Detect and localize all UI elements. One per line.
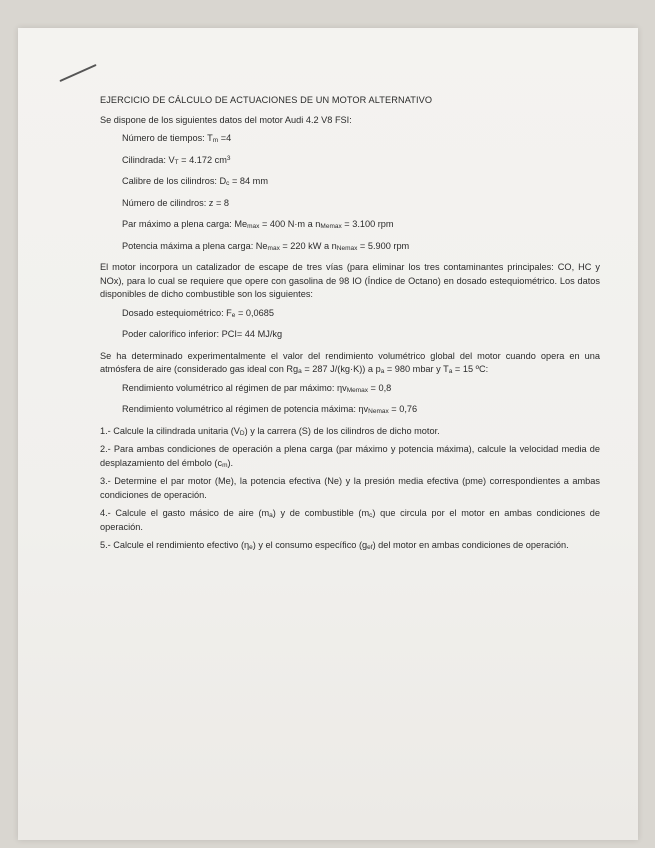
engine-data-potencia: Potencia máxima a plena carga: $Ne_{max} = 220$ kW a $n_{Nemax} = 5.900$ rpm — [122, 240, 410, 252]
engine-data-calibre: Calibre de los cilindros: $D_c = 84$ mm — [122, 176, 268, 187]
question-4: 4.- Calcule el gasto másico de aire $(m_a)$ y de combustible $(m_c)$ que circula por el motor en ambas condiciones de operación. — [100, 508, 600, 532]
rendimiento-par: Rendimiento volumétrico al régimen de par máximo: $\eta v_{Memax} = 0,8$ — [122, 382, 392, 394]
question-3: 3.- Determine el par motor (Me), la potencia efectiva (Ne) y la presión media efectiva (pme) correspondientes a ambas condiciones de operación. — [100, 476, 600, 500]
volumetric-paragraph: Se ha determinado experimentalmente el valor del rendimiento volumétrico global del motor cuando opera en una atmósfera de aire (considerado gas ideal con $Rg_a = 287$ J/(kg·K)) a $p_a = 980$ mbar y $T_a = 15$ ºC: — [100, 350, 600, 375]
intro-text: Se dispone de los siguientes datos del motor Audi 4.2 V8 FSI: — [100, 114, 352, 125]
pencil-mark — [59, 64, 96, 82]
rendimiento-potencia: Rendimiento volumétrico al régimen de potencia máxima: $\eta v_{Nemax} = 0,76$ — [122, 404, 418, 415]
document-page — [18, 28, 638, 840]
engine-data-par: Par máximo a plena carga: $Me_{max} = 400$ N·m a $n_{Memax} = 3.100$ rpm — [122, 219, 394, 230]
engine-data-cilindrada: Cilindrada: $V_T = 4.172$ $cm^3$ — [122, 154, 231, 166]
page-title: EJERCICIO DE CÁLCULO DE ACTUACIONES DE UN MOTOR ALTERNATIVO — [100, 95, 433, 105]
fuel-pci: Poder calorífico inferior: PCI= 44 MJ/kg — [122, 329, 283, 339]
engine-data-cilindros: Número de cilindros: z = 8 — [122, 197, 229, 208]
question-5: 5.- Calcule el rendimiento efectivo $(\eta_e)$ y el consumo específico $(g_{ef})$ del motor en ambas condiciones de operación. — [100, 540, 569, 551]
fuel-dosado: Dosado estequiométrico: $F_e = 0,0685$ — [122, 307, 274, 319]
question-2: 2.- Para ambas condiciones de operación a plena carga (par máximo y potencia máxima), calcule la velocidad media de desplazamiento del émbolo $(c_m)$. — [100, 444, 600, 469]
document-content — [100, 94, 600, 558]
engine-data-tiempos: Número de tiempos: $T_m =4$ — [122, 133, 232, 144]
question-1: 1.- Calcule la cilindrada unitaria $(V_D)$ y la carrera (S) de los cilindros de dicho motor. — [100, 425, 440, 437]
catalyst-paragraph: El motor incorpora un catalizador de escape de tres vías (para eliminar los tres contaminantes principales: CO, HC y NOx), para lo cual se requiere que opere con gasolina de 98 IO (Índice de Octano) en dosado estequiométrico. Los datos disponibles de dicho combustible son los siguientes: — [100, 262, 600, 299]
